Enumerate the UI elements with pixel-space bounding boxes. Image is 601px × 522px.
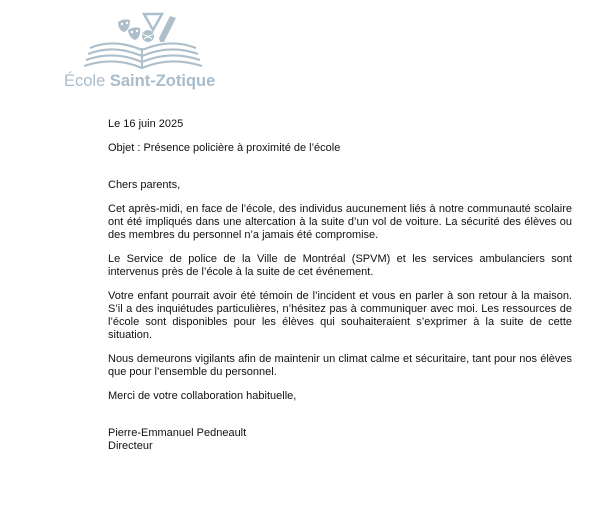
letter-paragraph: Le Service de police de la Ville de Montréal (SPVM) et les services ambulanciers sont intervenus près de l’école à la suite de cet événement. [108,253,572,278]
logo-school-name: Saint-Zotique [109,72,216,90]
letter-paragraph: Cet après-midi, en face de l’école, des individus aucunement liés à notre communauté scolaire ont été impliqués dans une altercation à la suite d’un vol de voiture. La sécurité des élèves ou des membres du personnel n’a jamais été compromise. [108,203,572,241]
letter-subject: Objet : Présence policière à proximité de l’école [108,142,341,154]
signature-name: Pierre-Emmanuel Pedneault [108,427,247,439]
signature-title: Directeur [108,440,153,452]
letter-paragraph: Votre enfant pourrait avoir été témoin de l’incident et vous en parler à son retour à la maison. S’il a des inquiétudes particulières, n’hésitez pas à communiquer avec moi. Les ressources de l’école sont disponibles pour les élèves qui souhaiteraient s’exprimer à la suite de cette situation. [108,290,572,341]
letter-date: Le 16 juin 2025 [108,118,184,130]
logo-wordmark [64,72,215,91]
logo-prefix: École [64,72,106,90]
school-logo [64,8,224,88]
letter-paragraph: Nous demeurons vigilants afin de maintenir un climat calme et sécuritaire, tant pour nos élèves que pour l’ensemble du personnel. [108,353,572,378]
letter-body [108,118,572,453]
letter-closing: Merci de votre collaboration habituelle, [108,390,297,402]
letter-greeting: Chers parents, [108,179,181,191]
open-book-icon [84,8,204,70]
